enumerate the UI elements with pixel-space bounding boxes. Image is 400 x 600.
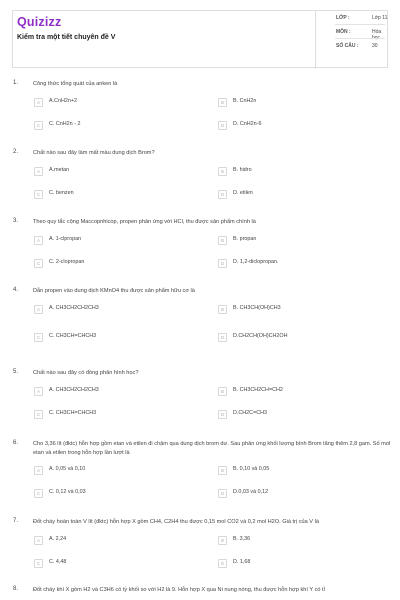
option-text: A.CnH2n+2 (49, 97, 78, 104)
option-text: A. 1-clpropan (49, 235, 82, 242)
option-text: B. propan (233, 235, 257, 242)
quizizz-logo: Quizizz (17, 15, 62, 29)
option-b[interactable] (216, 302, 386, 315)
option-a[interactable] (32, 95, 202, 108)
question-text: Đốt cháy khí X gồm H2 và C3H6 có tỷ khối so với H2 là 9. Hỗn hợp X qua Ni nung nóng, thu được hỗn hợp khí Y có tỉ (33, 587, 325, 593)
option-text: A. CH3CH2CH2CH3 (49, 304, 99, 311)
question-number: 3. (13, 218, 19, 224)
option-letter-badge: D (218, 259, 227, 268)
option-letter-badge: B (218, 387, 227, 396)
option-letter-badge: A (34, 167, 43, 176)
option-a[interactable] (32, 164, 202, 177)
option-d[interactable] (216, 330, 386, 343)
option-b[interactable] (216, 164, 386, 177)
option-d[interactable] (216, 118, 386, 131)
question-text: Chất nào sau đây làm mất màu dung dịch Brom? (33, 150, 155, 156)
option-text: C. CH3CH=CHCH3 (49, 409, 97, 416)
option-c[interactable] (32, 486, 202, 499)
option-letter-badge: C (34, 121, 43, 130)
question-number: 4. (13, 287, 19, 293)
option-text: C. benzen (49, 189, 74, 196)
question-number: 1. (13, 80, 19, 86)
question-text: Dẫn propen vào dung dịch KMnO4 thu được sản phẩm hữu cơ là (33, 288, 195, 294)
question-text: Đốt cháy hoàn toàn V lít (đktc) hỗn hợp X gồm CH4, C2H4 thu được 0,15 mol CO2 và 0,2 mol H2O. Giá trị của V là (33, 519, 319, 525)
option-letter-badge: D (218, 121, 227, 130)
option-d[interactable] (216, 256, 386, 269)
option-text: A. CH3CH2CH2CH3 (49, 386, 99, 393)
option-text: B. hidro (233, 166, 252, 173)
question-text: Cho 3,36 lít (đktc) hỗn hợp gồm etan và etilen đi chậm qua dung dịch brom dư. Sau phản ứng khối lượng bình Brom tăng thêm 2,8 gam. Số mol etan và etilen trong hỗn hợp lần lượt là (33, 441, 391, 456)
option-text: B. CH3CH2CH=CH2 (233, 386, 283, 393)
option-text: A.metan (49, 166, 70, 173)
option-b[interactable] (216, 384, 386, 397)
option-text: D. 1,68 (233, 558, 251, 565)
option-text: D.0,03 và 0,12 (233, 489, 269, 495)
option-letter-badge: C (34, 559, 43, 568)
question-text: Công thức tổng quát của anken là (33, 81, 118, 87)
option-a[interactable] (32, 463, 202, 476)
worksheet-title: Kiểm tra một tiết chuyên đề V (17, 34, 116, 41)
option-text: D.CH2CH(OH)CH2OH (233, 332, 288, 339)
option-text: C. CnH2n - 2 (49, 120, 81, 127)
question-number: 5. (13, 369, 19, 375)
option-letter-badge: D (218, 190, 227, 199)
option-letter-badge: C (34, 489, 43, 498)
option-text: D.CH2C=CH3 (233, 409, 267, 416)
option-text: C. 4,48 (49, 558, 67, 565)
option-letter-badge: D (218, 410, 227, 419)
question-number: 2. (13, 149, 19, 155)
option-c[interactable] (32, 187, 202, 200)
option-a[interactable] (32, 302, 202, 315)
option-text: B. 0,10 và 0,05 (233, 466, 270, 472)
option-letter-badge: B (218, 236, 227, 245)
option-c[interactable] (32, 407, 202, 420)
option-letter-badge: D (218, 489, 227, 498)
option-d[interactable] (216, 556, 386, 569)
option-d[interactable] (216, 407, 386, 420)
option-letter-badge: B (218, 98, 227, 107)
option-text: A. 2,24 (49, 535, 67, 542)
option-letter-badge: B (218, 536, 227, 545)
option-letter-badge: B (218, 466, 227, 475)
option-letter-badge: D (218, 559, 227, 568)
option-letter-badge: A (34, 98, 43, 107)
question-text: Chất nào sau đây có đồng phân hình học? (33, 370, 139, 376)
option-b[interactable] (216, 233, 386, 246)
option-letter-badge: C (34, 190, 43, 199)
option-text: C. 2-clopropan (49, 258, 85, 265)
option-letter-badge: D (218, 333, 227, 342)
option-letter-badge: C (34, 259, 43, 268)
option-b[interactable] (216, 463, 386, 476)
option-text: B. CnH2n (233, 97, 257, 104)
option-letter-badge: B (218, 167, 227, 176)
option-letter-badge: A (34, 305, 43, 314)
option-letter-badge: A (34, 387, 43, 396)
option-d[interactable] (216, 187, 386, 200)
option-text: C. 0,12 và 0,03 (49, 489, 86, 495)
option-a[interactable] (32, 533, 202, 546)
option-c[interactable] (32, 118, 202, 131)
question-text: Theo quy tắc cộng Maccopnhicop, propen phản ứng với HCl, thu được sản phẩm chính là (33, 219, 256, 225)
option-text: B. CH3CH(OH)CH3 (233, 304, 281, 311)
option-d[interactable] (216, 486, 386, 499)
option-text: A. 0,05 và 0,10 (49, 466, 86, 472)
question-number: 8. (13, 586, 19, 592)
option-letter-badge: C (34, 333, 43, 342)
option-letter-badge: A (34, 236, 43, 245)
option-b[interactable] (216, 533, 386, 546)
option-letter-badge: A (34, 536, 43, 545)
option-b[interactable] (216, 95, 386, 108)
worksheet-header (12, 10, 388, 68)
meta-panel (315, 11, 389, 69)
option-text: D. etilen (233, 189, 253, 196)
meta-question-count: SỐ CÂU : 30 (336, 43, 378, 49)
question-number: 6. (13, 440, 19, 446)
question-number: 7. (13, 518, 19, 524)
option-text: C. CH3CH=CHCH3 (49, 332, 97, 339)
option-a[interactable] (32, 384, 202, 397)
meta-class: LỚP : Lớp 11 (316, 11, 389, 25)
option-text: D. 1,2-diclopropan. (233, 258, 279, 265)
option-c[interactable] (32, 256, 202, 269)
option-text: D. CnH2n-6 (233, 120, 262, 127)
meta-subject: MÔN : Hóa học (316, 25, 389, 39)
option-c[interactable] (32, 330, 202, 343)
option-c[interactable] (32, 556, 202, 569)
option-letter-badge: A (34, 466, 43, 475)
option-letter-badge: B (218, 305, 227, 314)
option-text: B. 3,36 (233, 535, 251, 542)
option-letter-badge: C (34, 410, 43, 419)
option-a[interactable] (32, 233, 202, 246)
